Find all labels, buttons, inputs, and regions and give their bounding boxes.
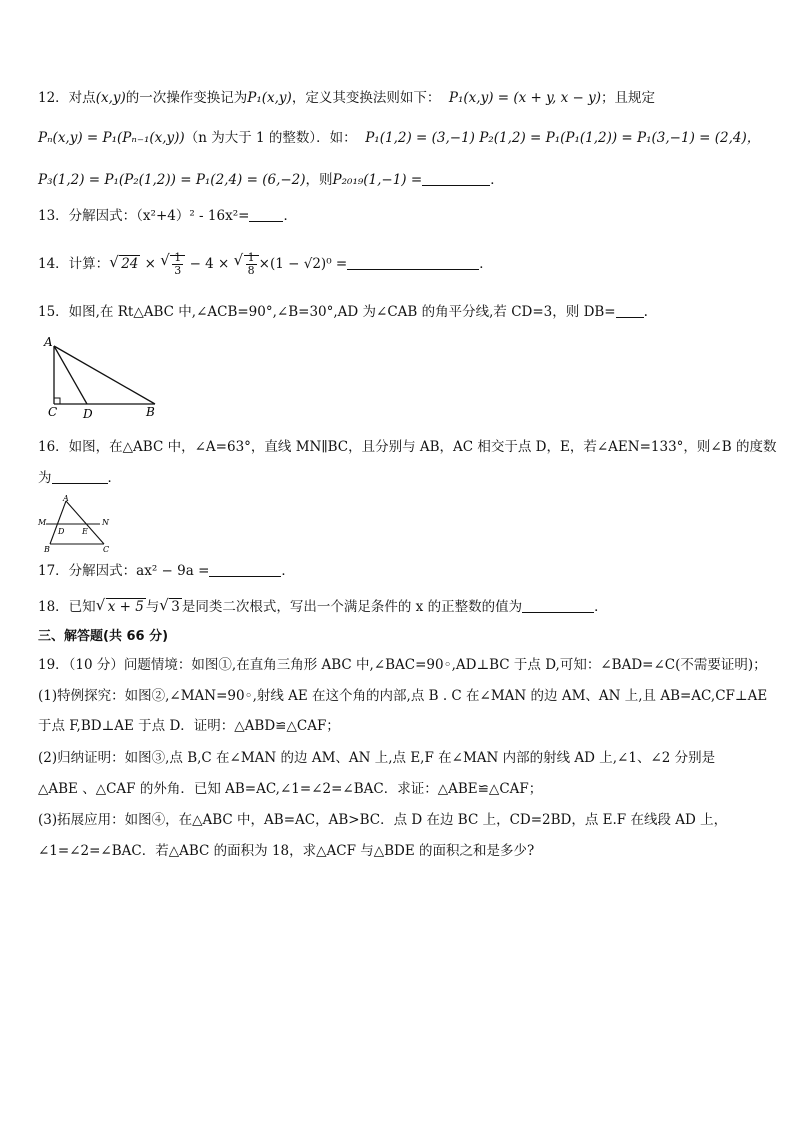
label-a: A bbox=[44, 335, 53, 349]
side-ab bbox=[50, 501, 66, 544]
period: ． bbox=[594, 599, 608, 615]
label-c: C bbox=[103, 545, 110, 554]
question-19-line-2: (1)特例探究：如图②,∠MAN=90◦,射线 AE 在这个角的内部,点 B . C 在∠MAN 的边 AM、AN 上,且 AB=AC,CF⊥AE bbox=[38, 688, 768, 704]
label-n: N bbox=[102, 518, 109, 527]
question-16-line-1 bbox=[38, 437, 777, 457]
sqrt-3 bbox=[159, 597, 182, 617]
q12-text: （n 为大于 1 的整数）．如： bbox=[184, 130, 357, 146]
label-d: D bbox=[83, 407, 93, 420]
side-ab bbox=[54, 346, 155, 404]
sqrt-24 bbox=[109, 254, 140, 274]
question-14: 14．计算：√ 24 × √ $\frac{1}{3}$ − 4 × √ $\frac{1}{8}$ ×(1 − √2)⁰ = ． bbox=[38, 252, 764, 277]
answer-blank[interactable] bbox=[52, 469, 108, 484]
question-18 bbox=[38, 597, 764, 617]
sqrt-frac-1-8 bbox=[234, 252, 259, 277]
q12-p1: P₁(x,y) bbox=[247, 90, 292, 106]
label-a: A bbox=[63, 494, 69, 503]
q12-text: 12．对点 bbox=[38, 90, 96, 106]
period: ． bbox=[479, 256, 493, 272]
answer-blank[interactable] bbox=[422, 171, 490, 186]
section-heading: 三、解答题(共 66 分) bbox=[38, 629, 169, 644]
radicand: 3 bbox=[171, 599, 180, 615]
numerator: √ 1 bbox=[247, 251, 255, 264]
answer-blank[interactable] bbox=[522, 598, 594, 613]
period: ． bbox=[281, 563, 295, 579]
q18-text: 与 bbox=[145, 599, 160, 615]
question-19-line-4: (2)归纳证明：如图③,点 B,C 在∠MAN 的边 AM、AN 上,点 E,F 在∠MAN 内部的射线 AD 上,∠1、∠2 分别是 bbox=[38, 750, 716, 766]
bisector-ad bbox=[54, 346, 87, 404]
q12-example-2: P₃(1,2) = P₁(P₂(1,2)) = P₁(2,4) = (6,−2) bbox=[38, 172, 306, 188]
period: ． bbox=[107, 470, 121, 486]
radicand: x + 5 bbox=[107, 599, 144, 615]
label-b: B bbox=[146, 405, 155, 419]
answer-blank[interactable] bbox=[209, 562, 281, 577]
question-12-line-3 bbox=[38, 170, 764, 190]
q17-text: 17．分解因式：ax² − 9a = bbox=[38, 563, 210, 579]
figure-16-triangle bbox=[36, 494, 116, 554]
question-19-line-5: △ABE 、△CAF 的外角．已知 AB=AC,∠1=∠2=∠BAC．求证：△ABE≌△CAF； bbox=[38, 781, 543, 797]
q12-query: P₂₀₁₉(1,−1) = bbox=[332, 172, 423, 188]
label-d: D bbox=[58, 527, 65, 536]
label-b: B bbox=[44, 545, 50, 554]
answer-blank[interactable] bbox=[616, 303, 644, 318]
q13-text: 13．分解因式：（x²+4）² - 16x²= bbox=[38, 208, 250, 224]
q14-text: 14．计算： bbox=[38, 256, 110, 272]
q14-text: − 4 × bbox=[189, 256, 230, 272]
period: . bbox=[643, 304, 648, 320]
period: ． bbox=[283, 208, 297, 224]
figure-15-triangle bbox=[40, 334, 170, 420]
label-m: M bbox=[38, 518, 47, 527]
period: ． bbox=[490, 172, 504, 188]
q12-point: (x,y) bbox=[95, 90, 126, 106]
radicand: 24 bbox=[121, 256, 139, 272]
question-12-line-2 bbox=[38, 128, 764, 148]
question-12-line-1 bbox=[38, 88, 764, 108]
right-angle-mark bbox=[54, 398, 60, 404]
q12-example: P₁(1,2) = (3,−1) P₂(1,2) = P₁(P₁(1,2)) = P₁(3,−1) = (2,4)， bbox=[365, 130, 761, 146]
sqrt-x-plus-5 bbox=[96, 597, 146, 617]
q12-text: ，定义其变换法则如下： bbox=[291, 90, 441, 106]
fraction bbox=[246, 252, 257, 277]
q18-text: 是同类二次根式，写出一个满足条件的 x 的正整数的值为 bbox=[181, 599, 523, 615]
question-19-line-6: (3)拓展应用：如图④，在△ABC 中，AB=AC，AB>BC．点 D 在边 BC 上，CD=2BD，点 E.F 在线段 AD 上， bbox=[38, 812, 728, 828]
q12-text: 的一次操作变换记为 bbox=[125, 90, 248, 106]
denominator: 8 bbox=[247, 264, 255, 277]
sqrt-frac-1-3 bbox=[160, 252, 185, 277]
q16-text: 16．如图，在△ABC 中，∠A=63°，直线 MN∥BC，且分别与 AB，AC 相交于点 D，E，若∠AEN=133°，则∠B 的度数 bbox=[38, 439, 777, 455]
q12-text: ；且规定 bbox=[600, 90, 655, 106]
question-16-line-2 bbox=[38, 468, 764, 488]
denominator: 3 bbox=[174, 264, 182, 277]
numerator: √ 1 bbox=[174, 251, 182, 264]
question-13 bbox=[38, 206, 764, 226]
q16-text: 为 bbox=[38, 470, 52, 486]
question-19-line-7: ∠1=∠2=∠BAC．若△ABC 的面积为 18，求△ACF 与△BDE 的面积之和是多少? bbox=[38, 843, 535, 859]
q14-text: ×(1 − √2)⁰ = bbox=[258, 256, 348, 272]
label-c: C bbox=[48, 405, 58, 419]
q12-definition: Pₙ(x,y) = P₁(Pₙ₋₁(x,y)) bbox=[38, 130, 185, 146]
question-17 bbox=[38, 561, 764, 581]
q18-text: 18．已知 bbox=[38, 599, 96, 615]
answer-blank[interactable] bbox=[249, 207, 283, 222]
label-e: E bbox=[82, 527, 88, 536]
question-19-line-3: 于点 F,BD⊥AE 于点 D．证明：△ABD≌△CAF； bbox=[38, 718, 340, 734]
side-ac bbox=[66, 501, 104, 544]
q12-text: ，则 bbox=[305, 172, 333, 188]
q12-rule: P₁(x,y) = (x + y, x − y) bbox=[448, 90, 601, 106]
answer-blank[interactable] bbox=[347, 255, 479, 270]
fraction bbox=[172, 252, 183, 277]
question-19-line-1: 19．（10 分）问题情境：如图①,在直角三角形 ABC 中,∠BAC=90◦,AD⊥BC 于点 D,可知：∠BAD=∠C(不需要证明)； bbox=[38, 657, 767, 673]
q15-text: 15．如图,在 Rt△ABC 中,∠ACB=90°,∠B=30°,AD 为∠CAB 的角平分线,若 CD=3，则 DB= bbox=[38, 304, 616, 320]
question-15 bbox=[38, 302, 764, 322]
